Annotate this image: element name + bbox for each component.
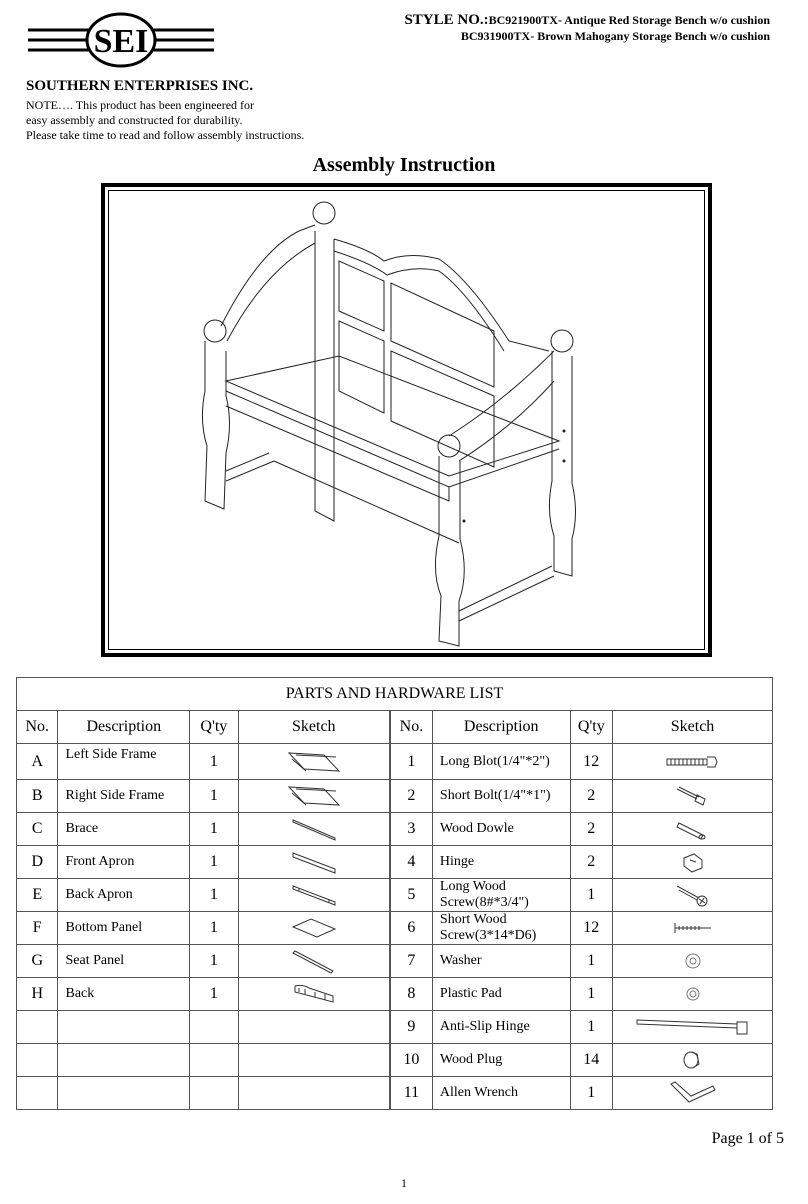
part-qty: 1 <box>190 744 239 780</box>
note <box>26 98 304 143</box>
hardware-qty: 12 <box>570 744 613 780</box>
header-qty-2: Q'ty <box>570 711 613 744</box>
figure-inner-border <box>108 190 705 650</box>
hardware-description: Plastic Pad <box>432 978 570 1011</box>
table-row <box>17 813 773 846</box>
empty-cell <box>190 1077 239 1110</box>
figure-frame <box>101 183 712 657</box>
header-description-2: Description <box>432 711 570 744</box>
style-number-block <box>404 12 770 44</box>
hardware-no: 11 <box>390 1077 433 1110</box>
hardware-no: 6 <box>390 912 433 945</box>
hardware-qty: 2 <box>570 813 613 846</box>
empty-cell <box>58 1077 190 1110</box>
empty-cell <box>238 1011 390 1044</box>
hardware-description: Washer <box>432 945 570 978</box>
hardware-qty: 1 <box>570 945 613 978</box>
empty-cell <box>238 1044 390 1077</box>
hardware-description-line-2: Screw(8#*3/4") <box>439 895 529 910</box>
page-label: Page 1 of 5 <box>711 1130 784 1147</box>
header-sketch: Sketch <box>238 711 390 744</box>
part-qty: 1 <box>190 978 239 1011</box>
part-description: Back <box>58 978 190 1011</box>
part-qty: 1 <box>190 945 239 978</box>
part-no: H <box>17 978 58 1011</box>
header-no: No. <box>17 711 58 744</box>
logo-text: SEI <box>93 23 149 60</box>
empty-cell <box>238 1077 390 1110</box>
panel-sketch <box>238 945 390 978</box>
table-row <box>17 780 773 813</box>
header-qty: Q'ty <box>190 711 239 744</box>
parts-hardware-table <box>16 677 773 1110</box>
document-title: Assembly Instruction <box>312 154 496 176</box>
brace-sketch <box>238 813 390 846</box>
part-no: F <box>17 912 58 945</box>
short-screw-sketch <box>613 912 773 945</box>
hardware-description-line-2: Screw(3*14*D6) <box>439 928 537 943</box>
table-row <box>17 846 773 879</box>
part-no: E <box>17 879 58 912</box>
table-row <box>17 945 773 978</box>
washer-sketch <box>613 945 773 978</box>
apron-sketch <box>238 846 390 879</box>
part-no: D <box>17 846 58 879</box>
side-frame-sketch <box>238 780 390 813</box>
table-row <box>17 1044 773 1077</box>
empty-cell <box>190 1044 239 1077</box>
note-line-3: Please take time to read and follow assembly instructions. <box>26 128 305 142</box>
hardware-qty: 1 <box>570 879 613 912</box>
hardware-no: 8 <box>390 978 433 1011</box>
hardware-description-line-1: Long Wood <box>439 879 506 894</box>
hardware-description <box>432 912 570 945</box>
empty-cell <box>190 1011 239 1044</box>
short-bolt-sketch <box>613 780 773 813</box>
empty-cell <box>17 1077 58 1110</box>
hardware-qty: 12 <box>570 912 613 945</box>
hardware-qty: 2 <box>570 846 613 879</box>
hardware-no: 3 <box>390 813 433 846</box>
page-number: 1 <box>401 1176 407 1190</box>
anti-slip-hinge-sketch <box>613 1011 773 1044</box>
hardware-no: 9 <box>390 1011 433 1044</box>
table-row <box>17 912 773 945</box>
apron-sketch <box>238 879 390 912</box>
empty-cell <box>58 1044 190 1077</box>
table-row <box>17 744 773 780</box>
empty-cell <box>17 1011 58 1044</box>
part-description: Bottom Panel <box>58 912 190 945</box>
part-description: Brace <box>58 813 190 846</box>
dowel-sketch <box>613 813 773 846</box>
hardware-no: 2 <box>390 780 433 813</box>
part-description: Front Apron <box>58 846 190 879</box>
hardware-qty: 1 <box>570 978 613 1011</box>
part-qty: 1 <box>190 846 239 879</box>
note-line-2: easy assembly and constructed for durability. <box>26 113 243 127</box>
company-name: SOUTHERN ENTERPRISES INC. <box>26 78 254 94</box>
side-frame-sketch <box>238 744 390 780</box>
long-bolt-sketch <box>613 744 773 780</box>
hardware-qty: 2 <box>570 780 613 813</box>
bench-illustration <box>109 191 704 649</box>
wood-screw-sketch <box>613 879 773 912</box>
part-description: Left Side Frame <box>58 744 190 780</box>
allen-wrench-sketch <box>613 1077 773 1110</box>
header-no-2: No. <box>390 711 433 744</box>
hardware-description: Wood Plug <box>432 1044 570 1077</box>
header-sketch-2: Sketch <box>613 711 773 744</box>
hinge-sketch <box>613 846 773 879</box>
part-description: Right Side Frame <box>58 780 190 813</box>
hardware-description: Long Blot(1/4"*2") <box>432 744 570 780</box>
style-prefix: STYLE NO.: <box>404 12 489 28</box>
hardware-description-line-1: Short Wood <box>439 912 507 927</box>
pad-sketch <box>613 978 773 1011</box>
part-qty: 1 <box>190 879 239 912</box>
hardware-no: 4 <box>390 846 433 879</box>
hardware-description: Wood Dowle <box>432 813 570 846</box>
hardware-description: Anti-Slip Hinge <box>432 1011 570 1044</box>
hardware-no: 7 <box>390 945 433 978</box>
part-qty: 1 <box>190 813 239 846</box>
hardware-qty: 14 <box>570 1044 613 1077</box>
part-qty: 1 <box>190 780 239 813</box>
style-line-1-text: BC921900TX- Antique Red Storage Bench w/o cushion <box>488 13 770 27</box>
hardware-no: 5 <box>390 879 433 912</box>
hardware-no: 10 <box>390 1044 433 1077</box>
header-description: Description <box>58 711 190 744</box>
back-sketch <box>238 978 390 1011</box>
part-description: Seat Panel <box>58 945 190 978</box>
sei-logo <box>26 10 216 70</box>
hardware-description: Allen Wrench <box>432 1077 570 1110</box>
hardware-qty: 1 <box>570 1077 613 1110</box>
table-row <box>17 1077 773 1110</box>
table-row <box>17 978 773 1011</box>
hardware-description: Hinge <box>432 846 570 879</box>
part-no: B <box>17 780 58 813</box>
wood-plug-sketch <box>613 1044 773 1077</box>
hardware-description <box>432 879 570 912</box>
part-qty: 1 <box>190 912 239 945</box>
panel-sketch <box>238 912 390 945</box>
note-line-1: NOTE…. This product has been engineered for <box>26 98 255 112</box>
table-row <box>17 879 773 912</box>
hardware-description: Short Bolt(1/4"*1") <box>432 780 570 813</box>
style-line-2: BC931900TX- Brown Mahogany Storage Bench w/o cushion <box>460 29 770 43</box>
table-caption: PARTS AND HARDWARE LIST <box>17 678 773 711</box>
part-no: G <box>17 945 58 978</box>
hardware-no: 1 <box>390 744 433 780</box>
empty-cell <box>58 1011 190 1044</box>
part-description: Back Apron <box>58 879 190 912</box>
part-no: A <box>17 744 58 780</box>
part-no: C <box>17 813 58 846</box>
style-line-1 <box>404 12 770 28</box>
hardware-qty: 1 <box>570 1011 613 1044</box>
empty-cell <box>17 1044 58 1077</box>
table-row <box>17 1011 773 1044</box>
